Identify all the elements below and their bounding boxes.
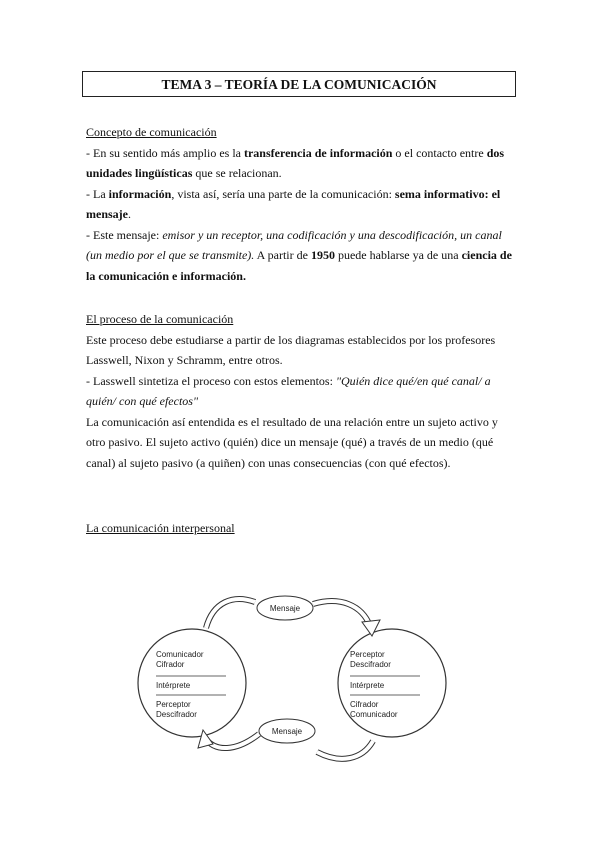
sender-label: Perceptor <box>156 700 191 709</box>
italic-text: "Quién dice qué/en qué canal/ a quién/ con qué efectos" <box>86 373 491 408</box>
bold-text: sema informativo: el mensaje <box>86 186 501 221</box>
section-heading: El proceso de la comunicación <box>86 312 234 326</box>
sender-label: Cifrador <box>156 660 185 669</box>
page-title: TEMA 3 – TEORÍA DE LA COMUNICACIÓN <box>82 71 516 97</box>
section-heading: La comunicación interpersonal <box>86 521 235 535</box>
sender-label: Comunicador <box>156 650 204 659</box>
section-heading: Concepto de comunicación <box>86 125 217 139</box>
sender-label: Intérprete <box>156 681 191 690</box>
sender-circle <box>138 629 246 737</box>
text-run: - Este mensaje: <box>86 227 163 242</box>
receiver-label: Comunicador <box>350 710 398 719</box>
bold-text: 1950 <box>310 248 335 262</box>
italic-text: emisor y un receptor, una codificación y una descodificación, un canal (un medio por el que se transmite). <box>86 227 502 262</box>
text-run: , vista así, sería una parte de la comunicación: <box>171 186 395 201</box>
text-run: - En su sentido más amplio es la <box>86 145 244 160</box>
sender-label: Descifrador <box>156 710 197 719</box>
paragraph: La comunicación así entendida es el resultado de una relación entre un sujeto activo y otro pasivo. El sujeto activo (quién) dice un mensaje (qué) a través de un medio (qué canal) al sujeto pasivo (a quiñen) con unas consecuencias (con qué efectos). <box>86 414 498 470</box>
text-run: o el contacto entre <box>392 145 487 160</box>
bold-text: información <box>108 186 172 201</box>
receiver-label: Descifrador <box>350 660 391 669</box>
message-label: Mensaje <box>271 727 303 736</box>
text-run: que se relacionan. <box>192 166 282 180</box>
bold-text: ciencia de la comunicación e información. <box>86 248 512 283</box>
paragraph: Este proceso debe estudiarse a partir de los diagramas establecidos por los profesores Lasswell, Nixon y Schramm, entre otros. <box>86 332 496 367</box>
bold-text: transferencia de información <box>243 145 393 160</box>
bold-text: dos unidades lingüísticas <box>86 145 505 180</box>
text-run: - La <box>86 186 109 201</box>
arrow-head <box>362 620 380 636</box>
receiver-label: Perceptor <box>350 650 385 659</box>
receiver-label: Cifrador <box>350 700 379 709</box>
message-label: Mensaje <box>269 604 301 613</box>
text-run: . <box>128 207 131 221</box>
text-run: - Lasswell sintetiza el proceso con estos elementos: <box>86 373 336 388</box>
receiver-label: Intérprete <box>350 681 385 690</box>
text-run: A partir de <box>254 248 311 262</box>
text-run: puede hablarse ya de una <box>334 248 462 262</box>
